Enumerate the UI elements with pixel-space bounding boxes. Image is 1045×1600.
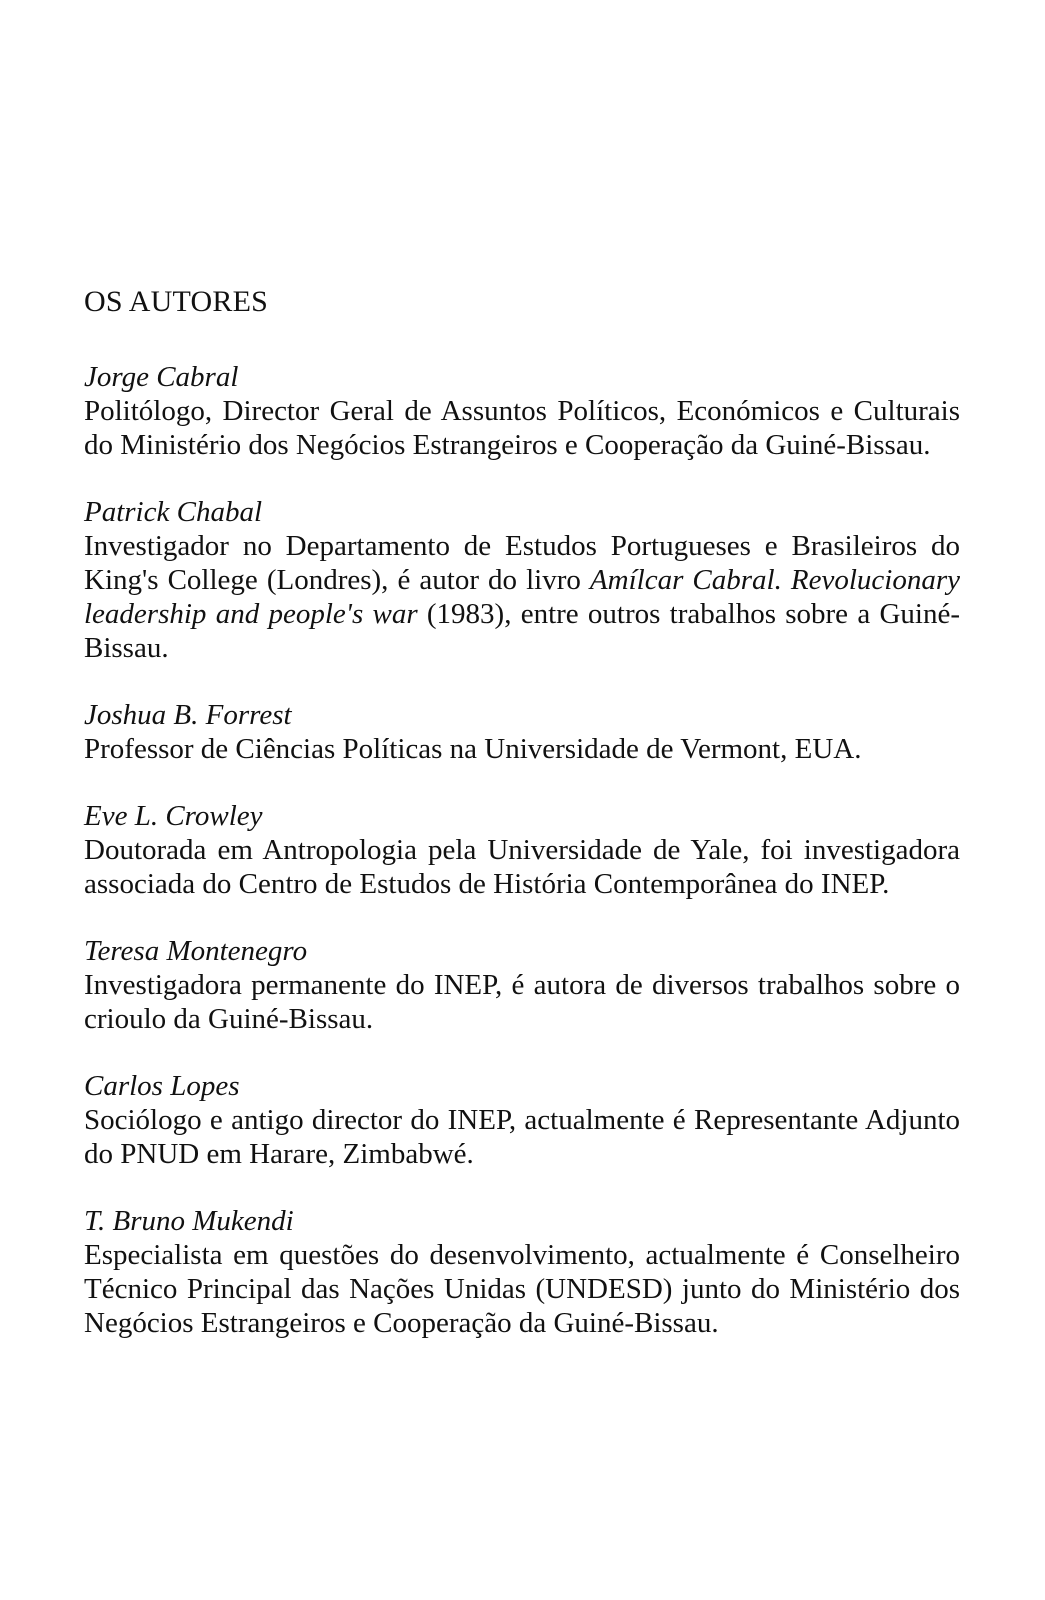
author-entry-carlos-lopes — [84, 1069, 960, 1171]
author-bio: Investigadora permanente do INEP, é autora de diversos trabalhos sobre o crioulo da Guiné-Bissau. — [84, 969, 960, 1035]
author-bio: Politólogo, Director Geral de Assuntos Políticos, Económicos e Culturais do Ministério dos Negócios Estrangeiros e Cooperação da Guiné-Bissau. — [84, 395, 960, 461]
author-name: Teresa Montenegro — [84, 935, 308, 967]
authors-page — [84, 284, 960, 1373]
author-name: Jorge Cabral — [84, 361, 239, 393]
author-bio: Sociólogo e antigo director do INEP, actualmente é Representante Adjunto do PNUD em Harare, Zimbabwé. — [84, 1104, 960, 1170]
author-name: Carlos Lopes — [84, 1070, 240, 1102]
author-bio: Doutorada em Antropologia pela Universidade de Yale, foi investigadora associada do Centro de Estudos de História Contemporânea do INEP. — [84, 834, 960, 900]
book-title: Amílcar Cabral. Revolucionary leadership and people's war — [84, 564, 960, 630]
author-bio-text: (1983), entre outros trabalhos sobre a Guiné-Bissau. — [84, 598, 960, 664]
page-title: OS AUTORES — [84, 285, 268, 318]
author-entry-teresa-montenegro — [84, 934, 960, 1036]
author-entry-patrick-chabal — [84, 495, 960, 665]
author-bio: Professor de Ciências Políticas na Universidade de Vermont, EUA. — [84, 733, 862, 765]
author-name: Eve L. Crowley — [84, 800, 263, 832]
author-entry-jorge-cabral — [84, 360, 960, 462]
author-bio: Especialista em questões do desenvolvimento, actualmente é Conselheiro Técnico Principal das Nações Unidas (UNDESD) junto do Ministério dos Negócios Estrangeiros e Cooperação da Guiné-Bissau. — [84, 1239, 960, 1339]
author-name: Joshua B. Forrest — [84, 699, 292, 731]
author-entry-joshua-forrest — [84, 698, 960, 766]
author-entry-eve-crowley — [84, 799, 960, 901]
author-bio-text: Investigador no Departamento de Estudos Portugueses e Brasileiros do King's College (Londres), é autor do livro — [84, 530, 960, 596]
author-entry-bruno-mukendi — [84, 1204, 960, 1340]
author-name: T. Bruno Mukendi — [84, 1205, 294, 1237]
author-bio — [84, 529, 960, 665]
author-name: Patrick Chabal — [84, 496, 263, 528]
